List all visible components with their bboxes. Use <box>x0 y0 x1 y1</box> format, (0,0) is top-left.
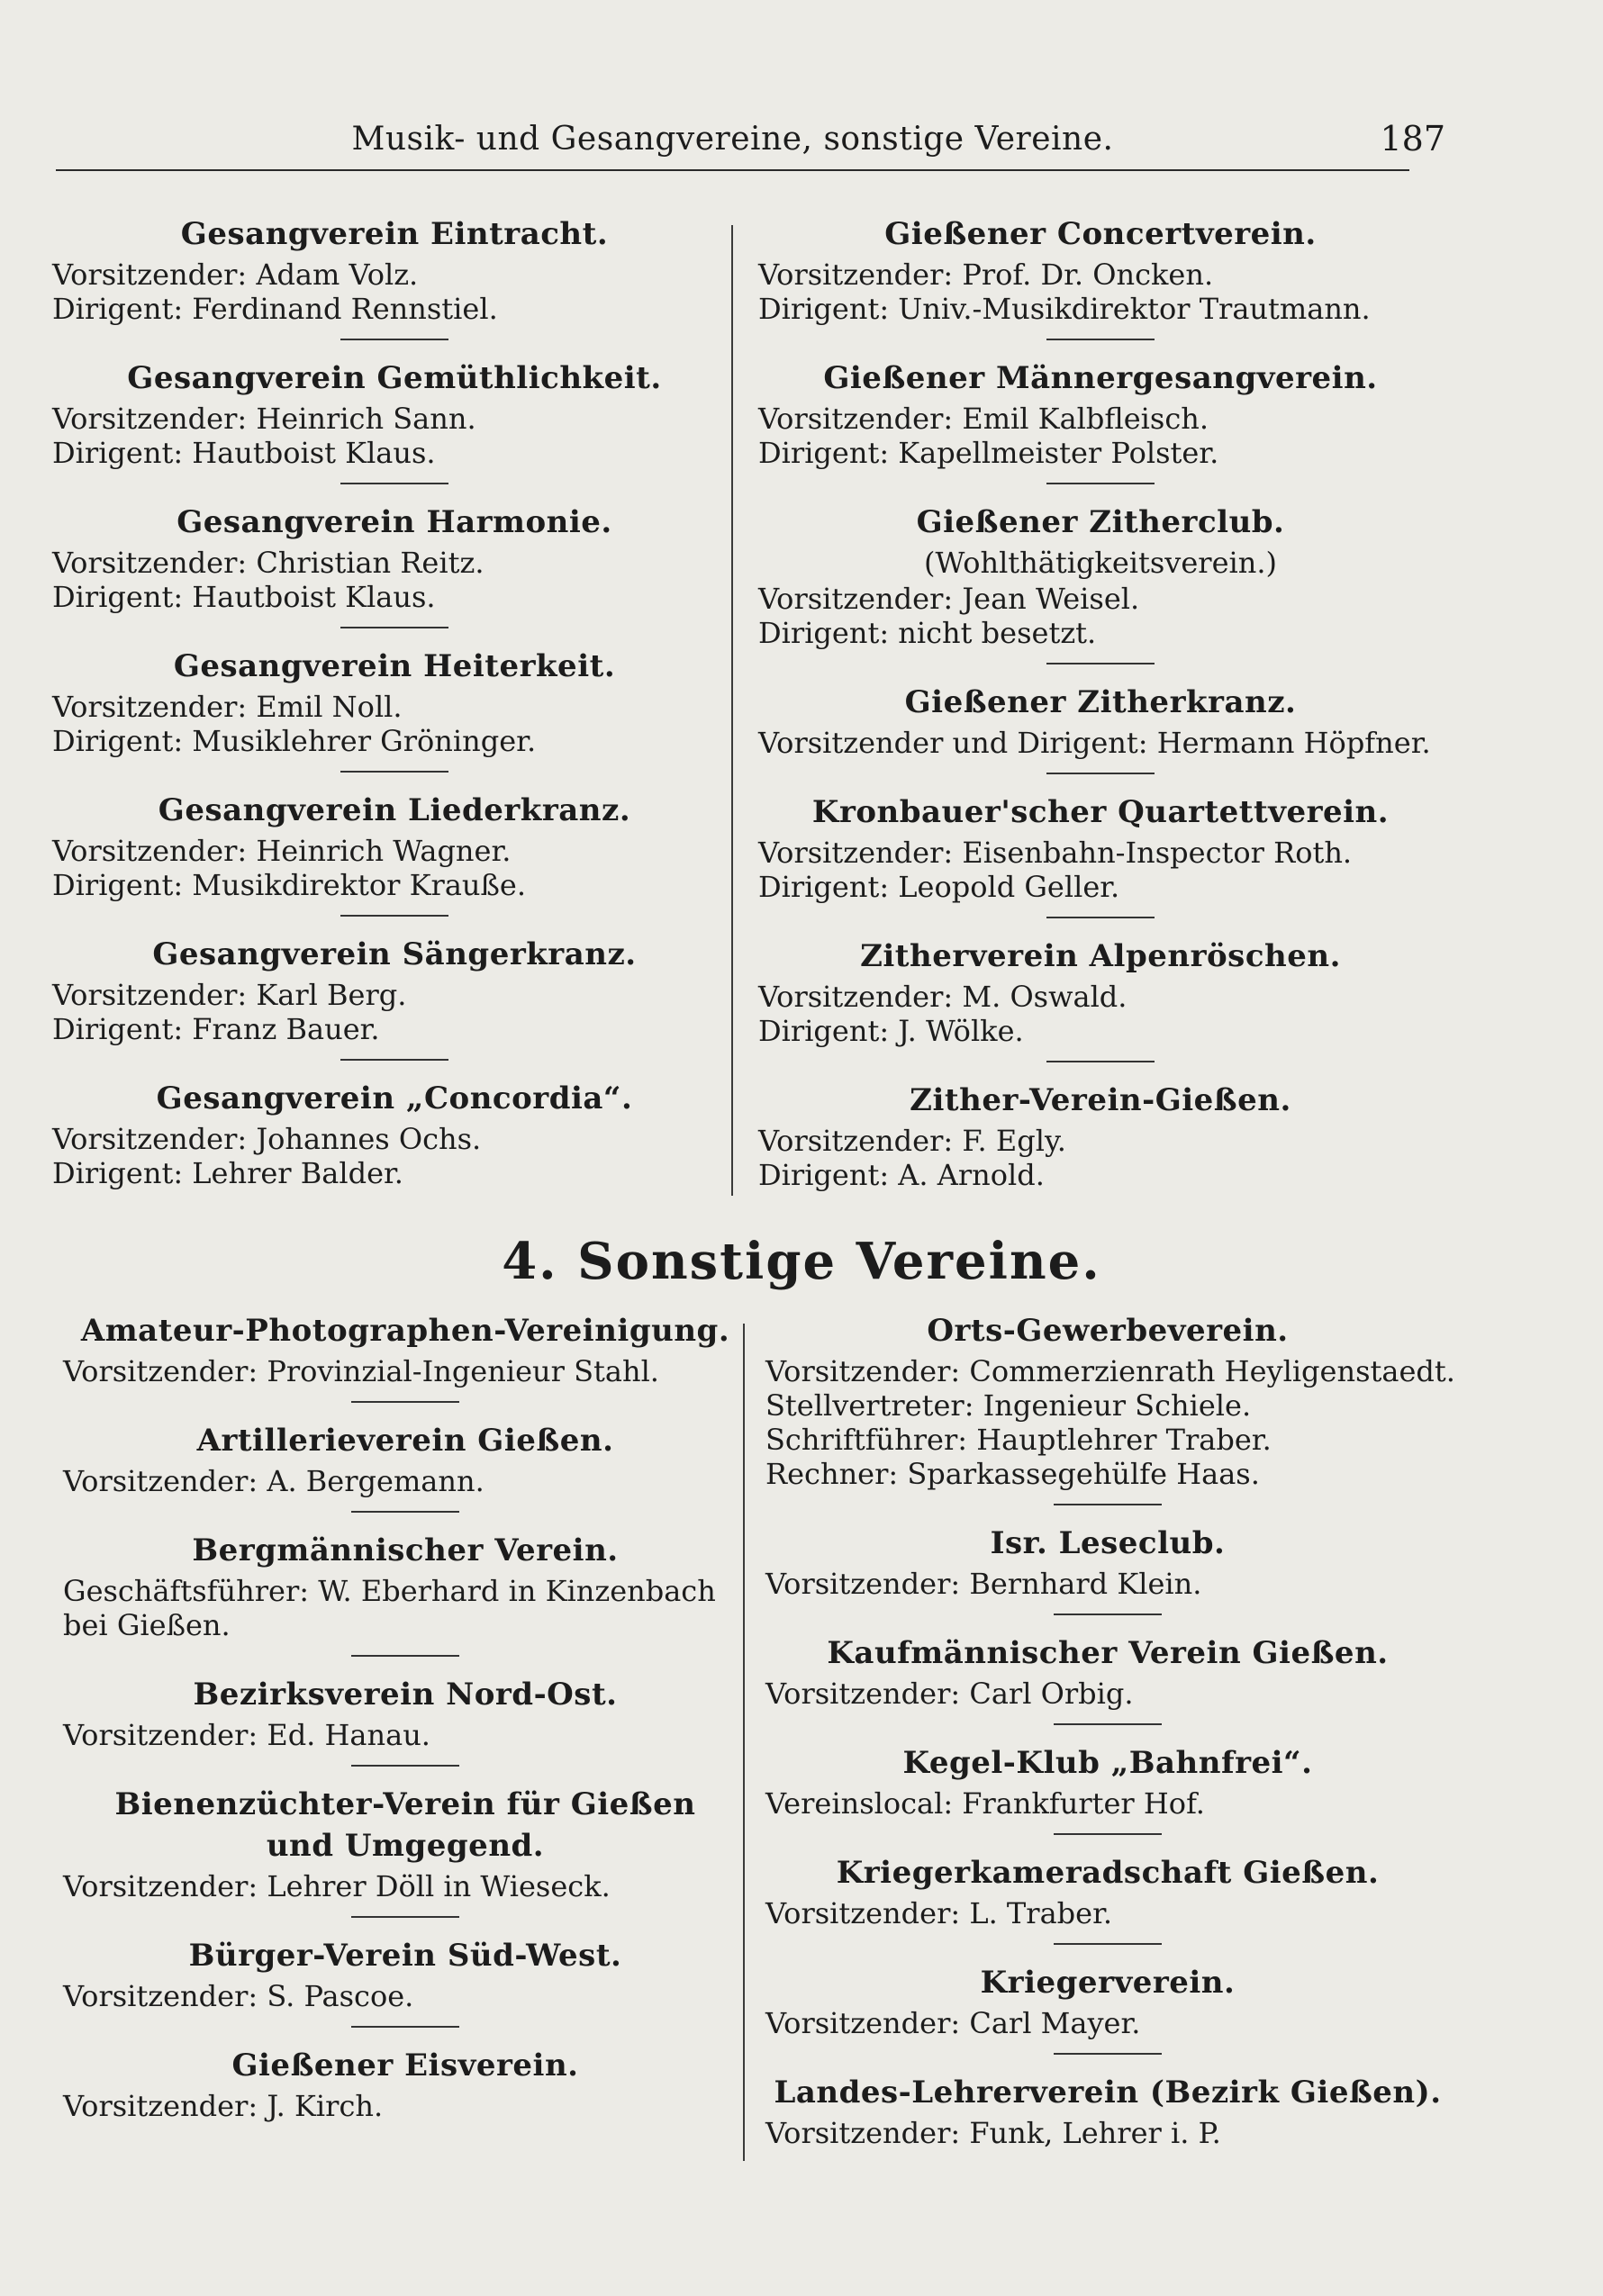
officer-line: Vorsitzender: Bernhard Klein. <box>765 1567 1202 1601</box>
column-divider-bottom <box>743 1324 745 2161</box>
entry-separator <box>1054 2053 1162 2055</box>
association-name: Bürger-Verein Süd-West. <box>188 1938 622 1974</box>
officer-line: Dirigent: Hautboist Klaus. <box>52 436 436 470</box>
association-name: Amateur-Photographen-Vereinigung. <box>80 1313 730 1349</box>
officer-line: Vorsitzender: Lehrer Döll in Wieseck. <box>63 1869 611 1903</box>
officer-line: Vorsitzender: M. Oswald. <box>758 980 1128 1014</box>
entry-separator <box>1046 917 1155 918</box>
association-entry <box>63 1313 747 1388</box>
officer-line: Rechner: Sparkassegehülfe Haas. <box>765 1457 1260 1491</box>
running-header <box>56 115 1445 171</box>
officer-line: Vorsitzender: Prof. Dr. Oncken. <box>758 258 1214 292</box>
officer-line: Dirigent: A. Arnold. <box>758 1158 1045 1192</box>
association-name: Kronbauer'scher Quartettverein. <box>811 794 1390 830</box>
officer-line: Dirigent: Musiklehrer Gröninger. <box>52 724 537 758</box>
association-entry <box>52 648 737 758</box>
officer-line: Dirigent: Lehrer Balder. <box>52 1156 403 1190</box>
entry-separator <box>340 771 448 773</box>
association-name: Landes-Lehrerverein (Bezirk Gießen). <box>774 2075 1442 2111</box>
officer-line: Vorsitzender: L. Traber. <box>765 1896 1113 1930</box>
officer-line: Vorsitzender: Carl Orbig. <box>765 1677 1134 1711</box>
officer-line: Vorsitzender: Karl Berg. <box>52 978 407 1012</box>
association-name: Zither-Verein-Gießen. <box>910 1082 1291 1118</box>
association-entry <box>758 504 1443 650</box>
entry-separator <box>340 483 448 484</box>
association-entry <box>63 1786 747 1903</box>
officer-line: Geschäftsführer: W. Eberhard in Kinzenbach <box>63 1574 716 1608</box>
association-name-continued: und Umgegend. <box>266 1828 545 1864</box>
officer-line: Vereinslocal: Frankfurter Hof. <box>765 1786 1205 1821</box>
officer-line: Vorsitzender: Eisenbahn-Inspector Roth. <box>758 836 1353 870</box>
association-entry <box>765 1525 1450 1601</box>
association-name: Isr. Leseclub. <box>990 1525 1226 1561</box>
association-entry <box>63 2047 747 2123</box>
officer-line: Vorsitzender: Heinrich Wagner. <box>52 834 512 868</box>
association-name: Gesangverein Eintracht. <box>180 216 609 252</box>
entry-separator <box>340 1059 448 1061</box>
association-entry <box>52 792 737 902</box>
officer-line: Dirigent: J. Wölke. <box>758 1014 1024 1048</box>
officer-line: Vorsitzender: J. Kirch. <box>63 2089 384 2123</box>
officer-line: Vorsitzender: Heinrich Sann. <box>52 402 476 436</box>
association-entry <box>52 1080 737 1190</box>
association-name: Gesangverein Harmonie. <box>177 504 612 540</box>
association-name: Gießener Zitherkranz. <box>904 684 1297 720</box>
officer-line: Dirigent: Ferdinand Rennstiel. <box>52 292 498 326</box>
officer-line: Vorsitzender: A. Bergemann. <box>63 1464 485 1498</box>
association-entry <box>765 2075 1450 2150</box>
officer-line: bei Gießen. <box>63 1608 231 1642</box>
entry-separator <box>351 1401 459 1403</box>
officer-line: Vorsitzender: Funk, Lehrer i. P. <box>765 2116 1221 2150</box>
officer-line: Vorsitzender und Dirigent: Hermann Höpfner. <box>758 726 1431 760</box>
association-entry <box>758 938 1443 1048</box>
column-other-left <box>63 1313 747 2123</box>
officer-line: Dirigent: Franz Bauer. <box>52 1012 380 1046</box>
association-name: Gießener Eisverein. <box>231 2047 579 2084</box>
entry-separator <box>1046 339 1155 340</box>
entry-separator <box>1054 1504 1162 1505</box>
entry-separator <box>1046 773 1155 774</box>
officer-line: Dirigent: Leopold Geller. <box>758 870 1120 904</box>
association-entry <box>758 1082 1443 1192</box>
association-entry <box>758 360 1443 470</box>
entry-separator <box>1046 483 1155 484</box>
page-number: 187 <box>1380 119 1445 158</box>
entry-separator <box>1054 1614 1162 1615</box>
association-entry <box>765 1635 1450 1711</box>
entry-separator <box>351 1916 459 1918</box>
officer-line: Dirigent: Musikdirektor Kraußе. <box>52 868 526 902</box>
association-entry <box>758 794 1443 904</box>
entry-separator <box>1054 1833 1162 1835</box>
running-title: Musik- und Gesangvereine, sonstige Vereine. <box>351 121 1114 158</box>
officer-line: Schriftführer: Hauptlehrer Traber. <box>765 1423 1272 1457</box>
association-name: Bienenzüchter-Verein für Gießen <box>114 1786 696 1822</box>
officer-line: Vorsitzender: Provinzial-Ingenieur Stahl. <box>63 1354 659 1388</box>
officer-line: Vorsitzender: Commerzienrath Heyligenstaedt. <box>765 1354 1455 1388</box>
entry-separator <box>1046 1061 1155 1062</box>
column-divider-top <box>731 225 733 1196</box>
entry-separator <box>340 627 448 628</box>
association-entry <box>758 216 1443 326</box>
association-name: Gesangverein Liederkranz. <box>158 792 631 828</box>
association-name: Gießener Zitherclub. <box>916 504 1285 540</box>
officer-line: Vorsitzender: Ed. Hanau. <box>63 1718 430 1752</box>
entry-separator <box>351 1655 459 1657</box>
entry-separator <box>351 2026 459 2028</box>
entry-separator <box>1054 1723 1162 1725</box>
association-name: Gesangverein Heiterkeit. <box>173 648 616 684</box>
association-entry <box>52 216 737 326</box>
officer-line: Dirigent: Hautboist Klaus. <box>52 580 436 614</box>
entry-separator <box>340 339 448 340</box>
association-entry <box>758 684 1443 760</box>
association-name: Bezirksverein Nord-Ost. <box>193 1677 618 1713</box>
association-name: Gießener Concertverein. <box>884 216 1317 252</box>
association-name: Bergmännischer Verein. <box>192 1532 619 1568</box>
association-name: Zitherverein Alpenröschen. <box>860 938 1341 974</box>
officer-line: Dirigent: Univ.-Musikdirektor Trautmann. <box>758 292 1371 326</box>
officer-line: Vorsitzender: Emil Kalbfleisch. <box>758 402 1209 436</box>
association-name: Orts-Gewerbeverein. <box>927 1313 1289 1349</box>
officer-line: Vorsitzender: Johannes Ochs. <box>52 1122 482 1156</box>
column-music-left <box>52 216 737 1190</box>
section-heading: 4. Sonstige Vereine. <box>502 1232 1101 1291</box>
association-entry <box>765 1313 1455 1491</box>
entry-separator <box>1054 1943 1162 1945</box>
association-entry <box>765 1855 1450 1930</box>
association-name: Gesangverein „Concordia“. <box>156 1080 633 1116</box>
association-entry <box>63 1532 747 1642</box>
association-name: Kriegerkameradschaft Gießen. <box>836 1855 1380 1891</box>
association-entry <box>63 1677 747 1752</box>
association-name: Kriegerverein. <box>980 1965 1236 2001</box>
entry-separator <box>351 1511 459 1513</box>
officer-line: Stellvertreter: Ingenieur Schiele. <box>765 1388 1252 1423</box>
column-music-right <box>758 216 1443 1192</box>
association-name: Artillerieverein Gießen. <box>196 1423 614 1459</box>
association-name: Gesangverein Gemüthlichkeit. <box>127 360 662 396</box>
entry-separator <box>340 915 448 917</box>
entry-separator <box>351 1765 459 1767</box>
officer-line: Vorsitzender: Emil Noll. <box>52 690 403 724</box>
association-entry <box>63 1938 747 2013</box>
officer-line: Vorsitzender: F. Egly. <box>758 1124 1066 1158</box>
entry-separator <box>1046 663 1155 664</box>
association-name: Kegel-Klub „Bahnfrei“. <box>902 1745 1313 1781</box>
association-entry <box>52 936 737 1046</box>
association-entry <box>52 504 737 614</box>
officer-line: Dirigent: Kapellmeister Polster. <box>758 436 1219 470</box>
association-name: Kaufmännischer Verein Gießen. <box>827 1635 1389 1671</box>
officer-line: Vorsitzender: Christian Reitz. <box>52 546 485 580</box>
column-other-right <box>765 1313 1455 2150</box>
officer-line: Vorsitzender: S. Pascoe. <box>63 1979 414 2013</box>
officer-line: Vorsitzender: Carl Mayer. <box>765 2006 1141 2040</box>
association-entry <box>52 360 737 470</box>
officer-line: Dirigent: nicht besetzt. <box>758 616 1097 650</box>
officer-line: Vorsitzender: Jean Weisel. <box>758 582 1140 616</box>
association-subtitle: (Wohlthätigkeitsverein.) <box>923 546 1278 580</box>
association-name: Gießener Männergesangverein. <box>823 360 1378 396</box>
association-entry <box>63 1423 747 1498</box>
association-entry <box>765 1965 1450 2040</box>
association-entry <box>765 1745 1450 1821</box>
officer-line: Vorsitzender: Adam Volz. <box>52 258 419 292</box>
association-name: Gesangverein Sängerkranz. <box>152 936 637 972</box>
